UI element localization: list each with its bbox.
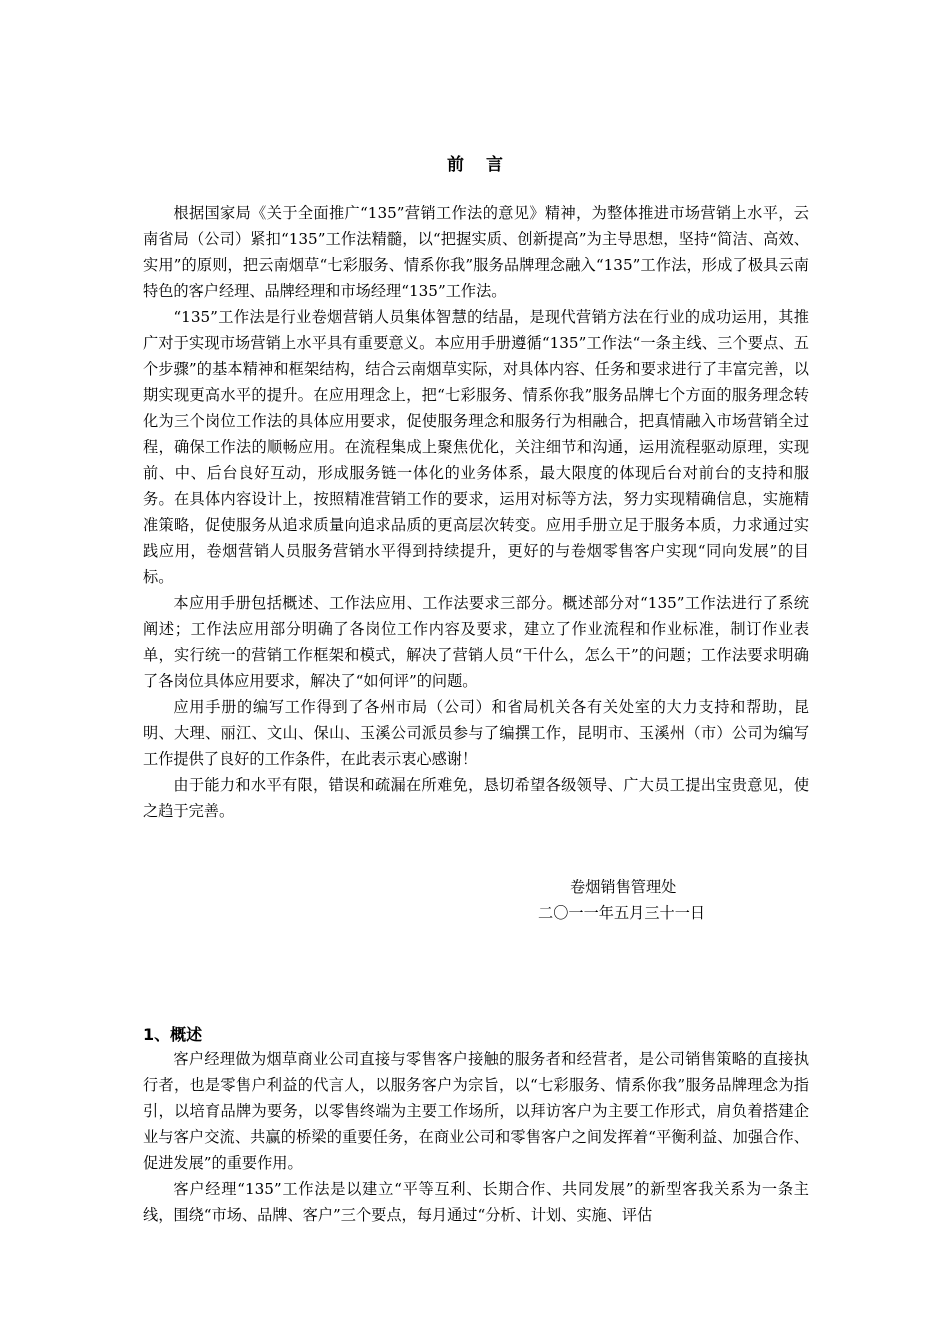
section-heading-overview: 1、概述 — [143, 1025, 203, 1044]
preface-paragraph-5: 由于能力和水平有限，错误和疏漏在所难免，恳切希望各级领导、广大员工提出宝贵意见，使之趋于完善。 — [143, 776, 809, 820]
overview-body — [143, 1046, 809, 1228]
preface-body — [143, 200, 809, 824]
preface-paragraph-1: 根据国家局《关于全面推广“135”营销工作法的意见》精神，为整体推进市场营销上水平，云南省局（公司）紧扣“135”工作法精髓，以“把握实质、创新提高”为主导思想，坚持“简洁、高效、实用”的原则，把云南烟草“七彩服务、情系你我”服务品牌理念融入“135”工作法，形成了极具云南特色的客户经理、品牌经理和市场经理“135”工作法。 — [143, 204, 809, 300]
preface-paragraph-4: 应用手册的编写工作得到了各州市局（公司）和省局机关各有关处室的大力支持和帮助，昆明、大理、丽江、文山、保山、玉溪公司派员参与了编撰工作，昆明市、玉溪州（市）公司为编写工作提供了良好的工作条件，在此表示衷心感谢！ — [143, 698, 809, 768]
overview-paragraph-1: 客户经理做为烟草商业公司直接与零售客户接触的服务者和经营者，是公司销售策略的直接执行者，也是零售户利益的代言人，以服务客户为宗旨，以“七彩服务、情系你我”服务品牌理念为指引，以培育品牌为要务，以零售终端为主要工作场所，以拜访客户为主要工作形式，肩负着搭建企业与客户交流、共赢的桥梁的重要任务，在商业公司和零售客户之间发挥着“平衡利益、加强合作、促进发展”的重要作用。 — [143, 1050, 809, 1172]
signature-date: 二〇一一年五月三十一日 — [538, 904, 706, 922]
overview-paragraph-2: 客户经理“135”工作法是以建立“平等互利、长期合作、共同发展”的新型客我关系为一条主线，围绕“市场、品牌、客户”三个要点，每月通过“分析、计划、实施、评估 — [143, 1180, 809, 1224]
preface-paragraph-3: 本应用手册包括概述、工作法应用、工作法要求三部分。概述部分对“135”工作法进行了系统阐述；工作法应用部分明确了各岗位工作内容及要求，建立了作业流程和作业标准，制订作业表单，实行统一的营销工作框架和模式，解决了营销人员“干什么，怎么干”的问题；工作法要求明确了各岗位具体应用要求，解决了“如何评”的问题。 — [143, 594, 809, 690]
page-title: 前言 — [447, 155, 525, 175]
preface-paragraph-2: “135”工作法是行业卷烟营销人员集体智慧的结晶，是现代营销方法在行业的成功运用，其推广对于实现市场营销上水平具有重要意义。本应用手册遵循“135”工作法“一条主线、三个要点、五个步骤”的基本精神和框架结构，结合云南烟草实际，对具体内容、任务和要求进行了丰富完善，以期实现更高水平的提升。在应用理念上，把“七彩服务、情系你我”服务品牌七个方面的服务理念转化为三个岗位工作法的具体应用要求，促使服务理念和服务行为相融合，把真情融入市场营销全过程，确保工作法的顺畅应用。在流程集成上聚焦优化，关注细节和沟通，运用流程驱动原理，实现前、中、后台良好互动，形成服务链一体化的业务体系，最大限度的体现后台对前台的支持和服务。在具体内容设计上，按照精准营销工作的要求，运用对标等方法，努力实现精确信息，实施精准策略，促使服务从追求质量向追求品质的更高层次转变。应用手册立足于服务本质，力求通过实践应用，卷烟营销人员服务营销水平得到持续提升，更好的与卷烟零售客户实现“同向发展”的目标。 — [143, 308, 809, 586]
signature-organization: 卷烟销售管理处 — [570, 878, 677, 896]
